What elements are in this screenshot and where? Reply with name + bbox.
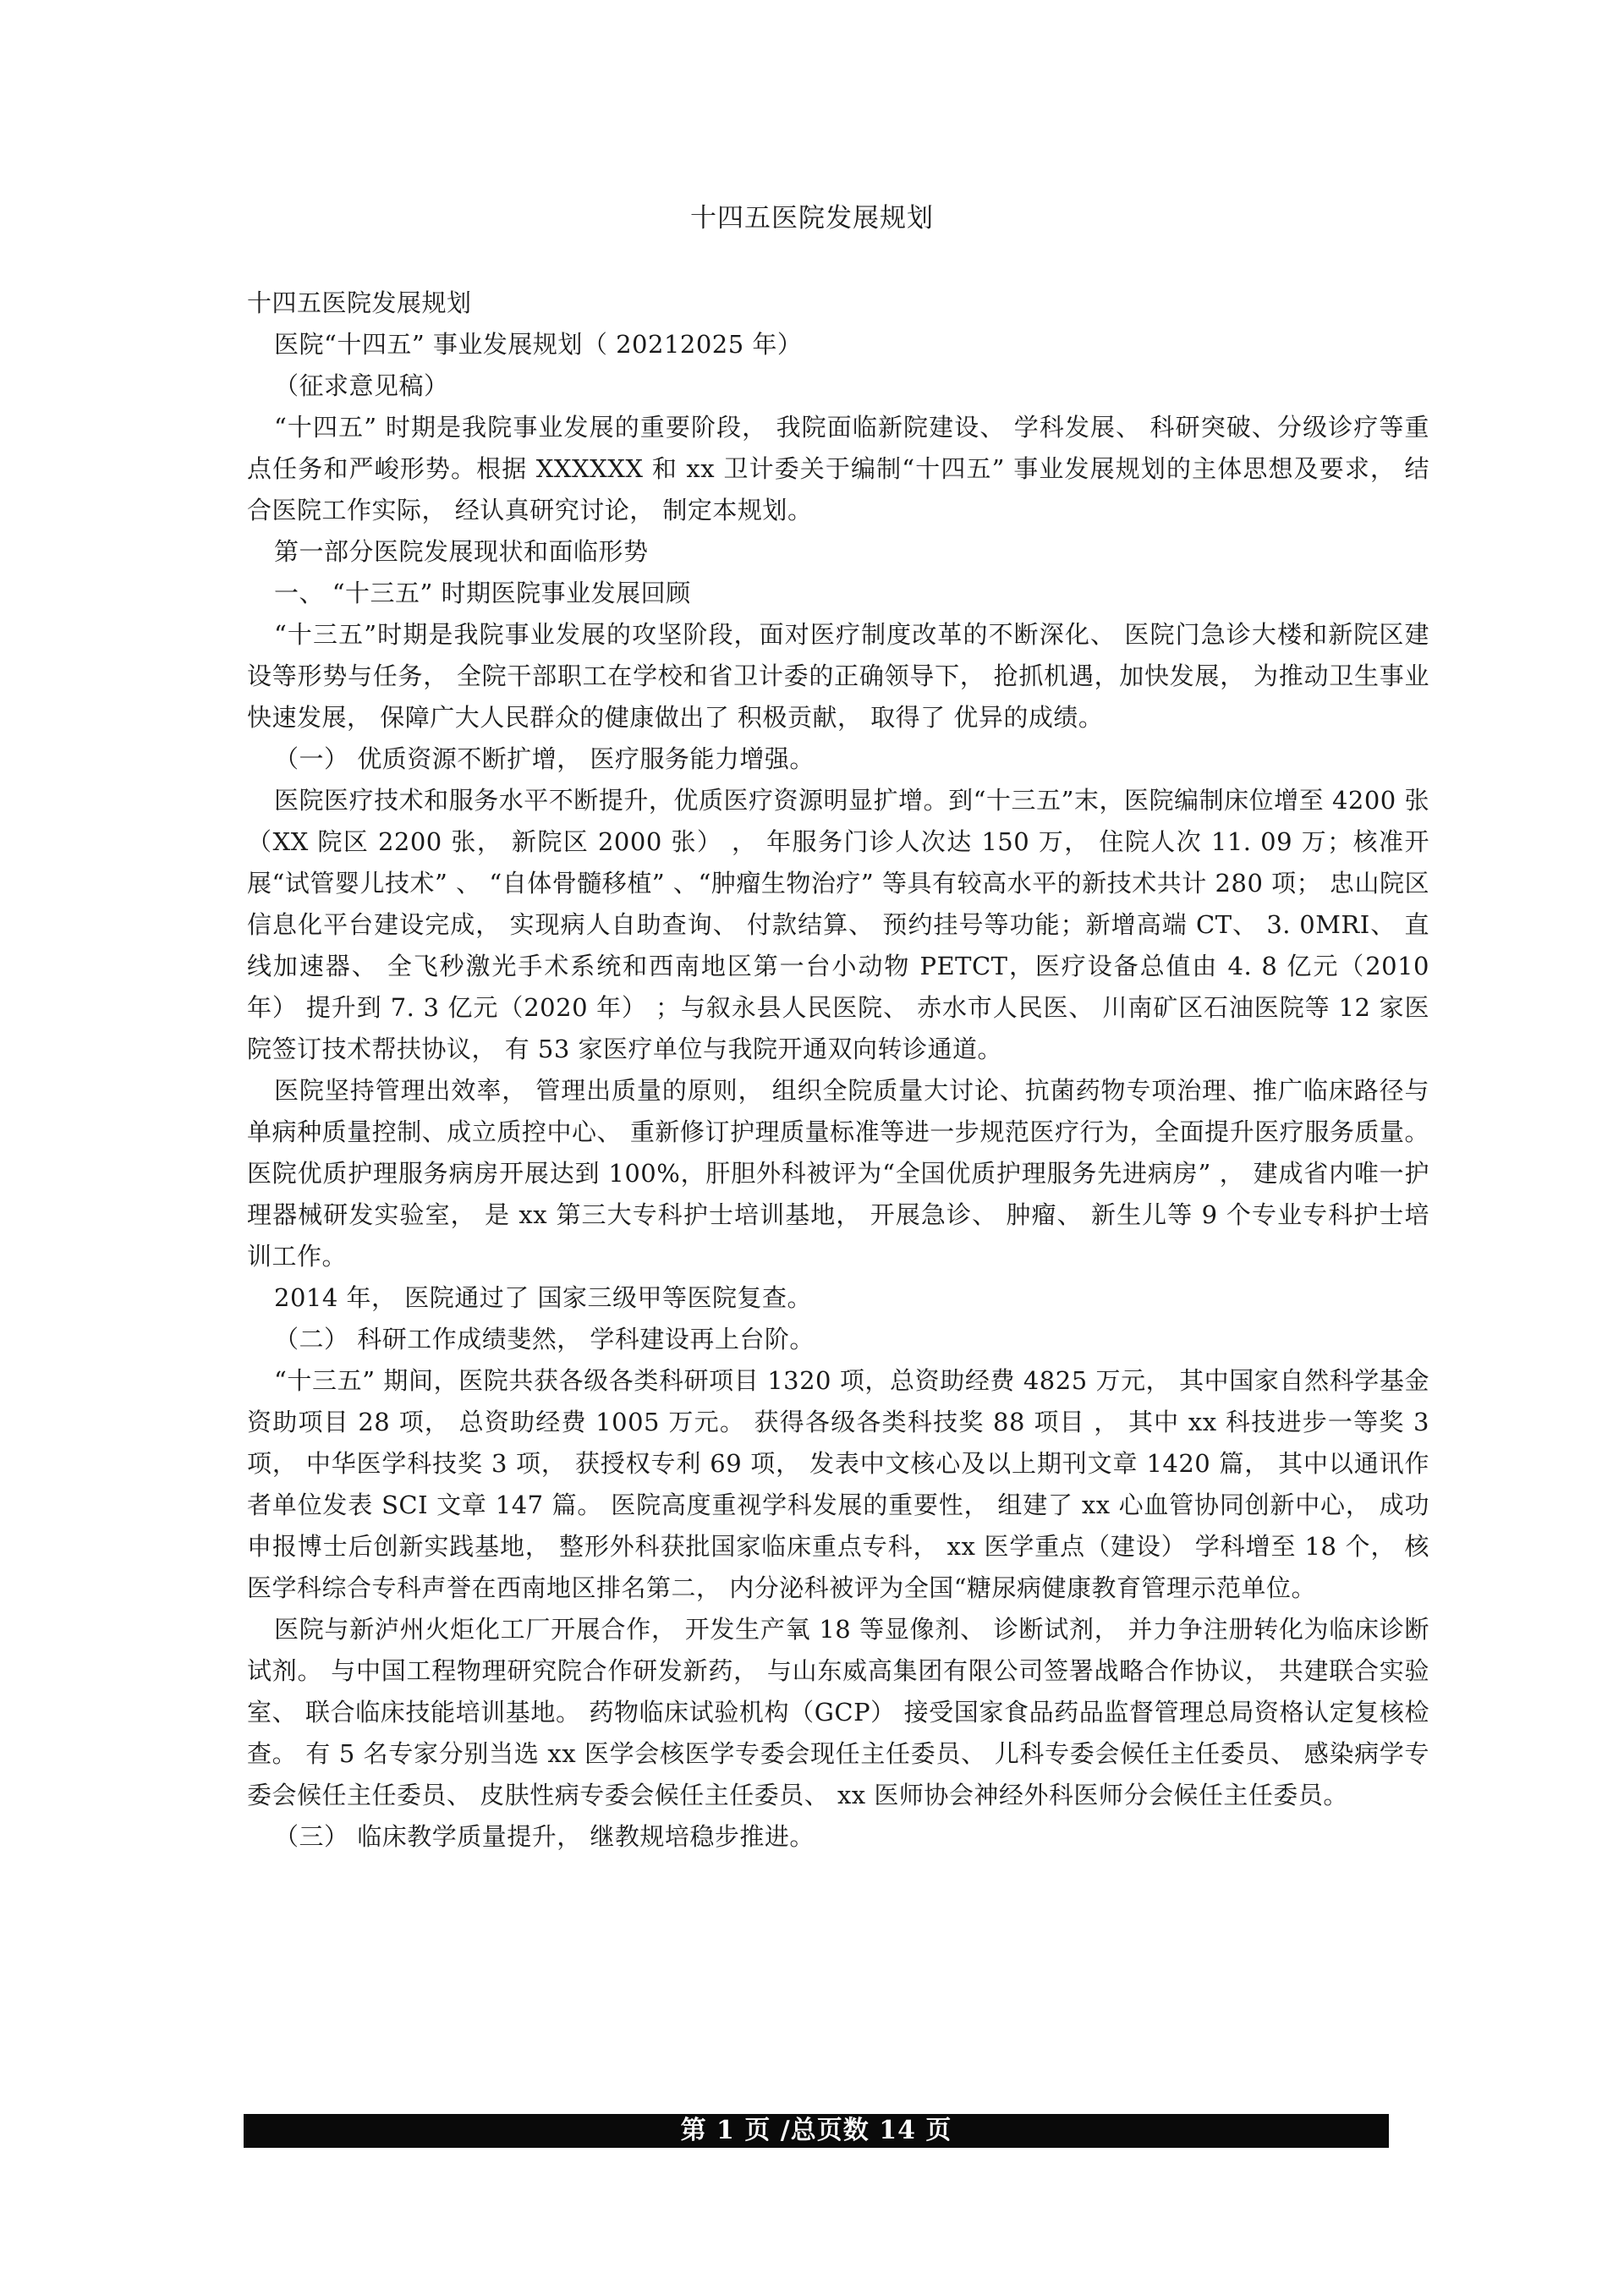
paragraph: “十三五” 期间，医院共获各级各类科研项目 1320 项，总资助经费 4825 万元， 其中国家自然科学基金资助项目 28 项， 总资助经费 1005 万元。 获得各级各类科技奖 88 项目 ， 其中 xx 科技进步一等奖 3 项， 中华医学科技奖 3 项， 获授权专利 69 项， 发表中文核心及以上期刊文章 1420 篇， 其中以通讯作者单位发表 SCI 文章 147 篇。 医院高度重视学科发展的重要性， 组建了 xx 心血管协同创新中心， 成功申报博士后创新实践基地， 整形外科获批国家临床重点专科， xx 医学重点（建设） 学科增至 18 个， 核医学科综合专科声誉在西南地区排名第二， 内分泌科被评为全国“糖尿病健康教育管理示范单位。 xyxy=(247,1366,1429,1602)
page-title: 十四五医院发展规划 xyxy=(690,203,934,233)
paragraph: 2014 年， 医院通过了 国家三级甲等医院复查。 xyxy=(274,1283,812,1312)
section-heading: 第一部分医院发展现状和面临形势 xyxy=(274,537,649,566)
subsection-heading: （一） 优质资源不断扩增， 医疗服务能力增强。 xyxy=(274,744,815,773)
doc-heading: 十四五医院发展规划 xyxy=(247,288,472,317)
subsection-heading: （二） 科研工作成绩斐然， 学科建设再上台阶。 xyxy=(274,1325,815,1353)
draft-note: （征求意见稿） xyxy=(274,371,449,400)
paragraph: “十四五” 时期是我院事业发展的重要阶段， 我院面临新院建设、 学科发展、 科研突破、分级诊疗等重点任务和严峻形势。根据 XXXXXX 和 xx 卫计委关于编制“十四五” 事业发展规划的主体思想及要求， 结合医院工作实际， 经认真研究讨论， 制定本规划。 xyxy=(247,413,1429,524)
paragraph: “十三五”时期是我院事业发展的攻坚阶段，面对医疗制度改革的不断深化、 医院门急诊大楼和新院区建设等形势与任务， 全院干部职工在学校和省卫计委的正确领导下， 抢抓机遇，加快发展， 为推动卫生事业快速发展， 保障广大人民群众的健康做出了 积极贡献， 取得了 优异的成绩。 xyxy=(247,620,1429,732)
subsection-heading: （三） 临床教学质量提升， 继教规培稳步推进。 xyxy=(274,1822,815,1851)
paragraph: 医院医疗技术和服务水平不断提升，优质医疗资源明显扩增。到“十三五”末，医院编制床位增至 4200 张（XX 院区 2200 张， 新院区 2000 张） ， 年服务门诊人次达 150 万， 住院人次 11. 09 万；核准开展“试管婴儿技术” 、 “自体骨髓移植” 、“肿瘤生物治疗” 等具有较高水平的新技术共计 280 项； 忠山院区信息化平台建设完成， 实现病人自助查询、 付款结算、 预约挂号等功能；新增高端 CT、 3. 0MRI、 直线加速器、 全飞秒激光手术系统和西南地区第一台小动物 PETCT，医疗设备总值由 4. 8 亿元（2010 年） 提升到 7. 3 亿元（2020 年） ；与叙永县人民医院、 赤水市人民医、 川南矿区石油医院等 12 家医院签订技术帮扶协议， 有 53 家医疗单位与我院开通双向转诊通道。 xyxy=(247,786,1429,1063)
subsection-heading: 一、 “十三五” 时期医院事业发展回顾 xyxy=(274,579,691,607)
paragraph: 医院坚持管理出效率， 管理出质量的原则， 组织全院质量大讨论、抗菌药物专项治理、推广临床路径与单病种质量控制、成立质控中心、 重新修订护理质量标准等进一步规范医疗行为，全面提升医疗服务质量。医院优质护理服务病房开展达到 100%，肝胆外科被评为“全国优质护理服务先进病房” ， 建成省内唯一护理器械研发实验室， 是 xx 第三大专科护士培训基地， 开展急诊、 肿瘤、 新生儿等 9 个专业专科护士培训工作。 xyxy=(247,1076,1429,1271)
document-body xyxy=(247,283,1429,1858)
page-footer: 第 1 页 /总页数 14 页 xyxy=(244,2114,1389,2148)
paragraph: 医院与新泸州火炬化工厂开展合作， 开发生产氧 18 等显像剂、 诊断试剂， 并力争注册转化为临床诊断试剂。 与中国工程物理研究院合作研发新药， 与山东威高集团有限公司签署战略合作协议， 共建联合实验室、 联合临床技能培训基地。 药物临床试验机构（GCP） 接受国家食品药品监督管理总局资格认定复核检查。 有 5 名专家分别当选 xx 医学会核医学专委会现任主任委员、 儿科专委会候任主任委员、 感染病学专委会候任主任委员、 皮肤性病专委会候任主任委员、 xx 医师协会神经外科医师分会候任主任委员。 xyxy=(247,1615,1429,1809)
plan-title: 医院“十四五” 事业发展规划（ 20212025 年） xyxy=(274,330,803,359)
